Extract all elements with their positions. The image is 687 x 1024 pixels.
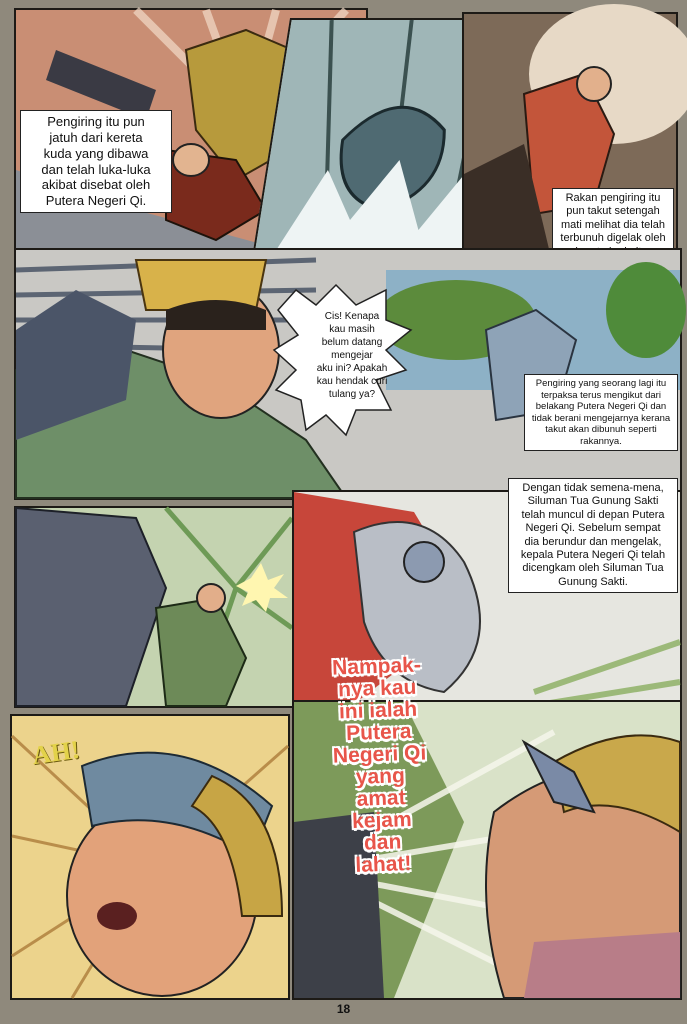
panel-5-art [16, 508, 292, 706]
caption-second-attendant: Pengiring yang seorang lagi itu terpaksa terus mengikut dari belakang Putera Negeri Qi dan tidak berani mengejarnya kerana takut akan dibunuh seperti rakannya. [524, 374, 678, 451]
shout-line-4: Putera [345, 720, 412, 746]
page-number: 18 [336, 1002, 351, 1016]
caption-charioteer-fell: Pengiring itu pun jatuh dari kereta kuda yang dibawa dan telah luka-luka akibat disebat oleh Putera Negeri Qi. [20, 110, 172, 213]
shout-line-9: dan [363, 830, 402, 855]
caption-siluman-appears: Dengan tidak semena-mena, Siluman Tua Gunung Sakti telah muncul di depan Putera Negeri Qi. Sebelum sempat dia berundur dan mengelak, kepala Putera Negeri Qi telah dicengkam oleh Siluman Tua Gunung Sakti. [508, 478, 678, 593]
speech-bubble-prince: Cis! Kenapa kau masih belum datang mengejar aku ini? Apakah kau hendak curi tulang ya? [316, 311, 388, 400]
panel-4 [14, 248, 682, 500]
panel-8 [292, 653, 682, 1000]
shout-line-10: lahat! [355, 852, 412, 878]
panel-3 [462, 12, 678, 272]
caption-companion-afraid: Rakan pengiring itu pun takut setengah mati melihat dia telah terbunuh digelak oleh [552, 188, 674, 263]
panel-7 [10, 714, 290, 1000]
shout-line-7: amat [356, 786, 407, 812]
shout-line-5: Negeri Qi [332, 741, 427, 768]
shout-line-2: nya kau [337, 675, 417, 702]
shout-line-6: yang [355, 764, 406, 790]
sfx-ah: AH! [30, 734, 82, 771]
shout-line-8: kejam [351, 808, 413, 834]
shout-line-1: Nampak- [331, 653, 422, 680]
shout-line-3: ini ialah [338, 697, 418, 724]
sfx-siluman-shout [306, 654, 454, 879]
panel-5 [14, 506, 294, 708]
